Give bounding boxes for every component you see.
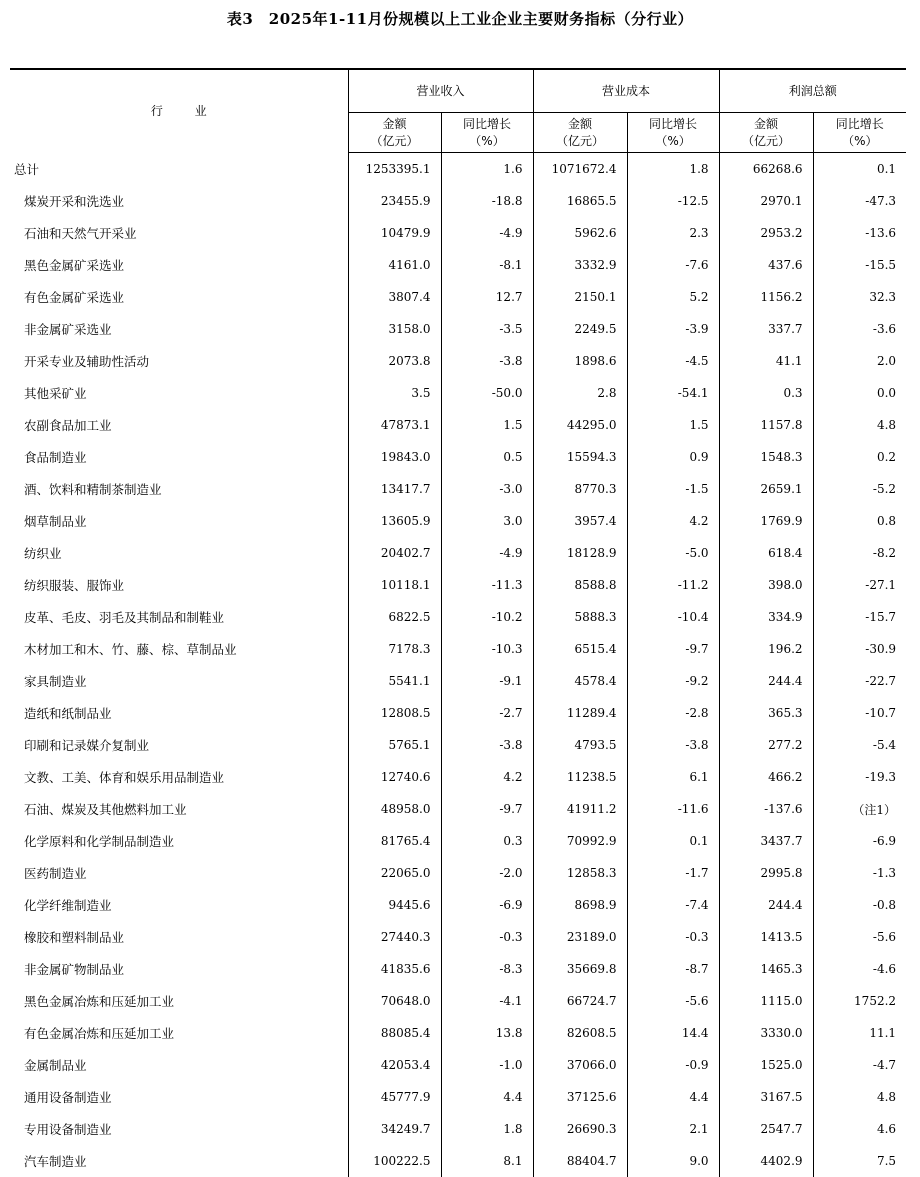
revenue-growth-cell: -4.9 — [441, 537, 533, 569]
industry-name-cell: 印刷和记录媒介复制业 — [10, 729, 348, 761]
profit-growth-cell: 0.2 — [813, 441, 906, 473]
cost-amount-cell: 35669.8 — [533, 953, 627, 985]
profit-amount-cell: 365.3 — [719, 697, 813, 729]
table-row — [10, 153, 906, 186]
industry-name-cell: 通用设备制造业 — [10, 1081, 348, 1113]
profit-amount-cell: 466.2 — [719, 761, 813, 793]
cost-growth-cell: -0.3 — [627, 921, 719, 953]
cost-growth-cell: 9.0 — [627, 1145, 719, 1177]
table-row — [10, 249, 906, 281]
table-row — [10, 345, 906, 377]
revenue-amount-cell: 3158.0 — [348, 313, 441, 345]
cost-amount-cell: 37066.0 — [533, 1049, 627, 1081]
revenue-growth-cell: 1.5 — [441, 409, 533, 441]
revenue-growth-cell: -8.3 — [441, 953, 533, 985]
cost-growth-cell: 4.4 — [627, 1081, 719, 1113]
profit-amount-cell: 2995.8 — [719, 857, 813, 889]
revenue-amount-cell: 47873.1 — [348, 409, 441, 441]
industry-name-cell: 烟草制品业 — [10, 505, 348, 537]
revenue-amount-header: 金额 （亿元） — [348, 113, 441, 153]
table-row — [10, 569, 906, 601]
revenue-amount-cell: 7178.3 — [348, 633, 441, 665]
industry-name-cell: 开采专业及辅助性活动 — [10, 345, 348, 377]
profit-growth-cell: -5.4 — [813, 729, 906, 761]
profit-amount-cell: 3330.0 — [719, 1017, 813, 1049]
cost-growth-cell: 2.3 — [627, 217, 719, 249]
table-row — [10, 409, 906, 441]
revenue-growth-cell: -10.2 — [441, 601, 533, 633]
revenue-growth-header: 同比增长 （%） — [441, 113, 533, 153]
profit-amount-cell: 1769.9 — [719, 505, 813, 537]
cost-amount-cell: 8698.9 — [533, 889, 627, 921]
cost-growth-cell: 1.5 — [627, 409, 719, 441]
cost-growth-cell: -1.7 — [627, 857, 719, 889]
revenue-amount-cell: 48958.0 — [348, 793, 441, 825]
cost-amount-cell: 2150.1 — [533, 281, 627, 313]
industry-name-cell: 木材加工和木、竹、藤、棕、草制品业 — [10, 633, 348, 665]
profit-amount-cell: 244.4 — [719, 665, 813, 697]
revenue-amount-cell: 5765.1 — [348, 729, 441, 761]
industry-name-cell: 有色金属冶炼和压延加工业 — [10, 1017, 348, 1049]
profit-growth-cell: 4.8 — [813, 409, 906, 441]
table-row — [10, 825, 906, 857]
revenue-growth-cell: 1.8 — [441, 1113, 533, 1145]
cost-growth-cell: -7.4 — [627, 889, 719, 921]
industry-name-cell: 总计 — [10, 153, 348, 186]
cost-amount-cell: 12858.3 — [533, 857, 627, 889]
profit-amount-cell: 277.2 — [719, 729, 813, 761]
table-row — [10, 185, 906, 217]
profit-amount-cell: 1156.2 — [719, 281, 813, 313]
profit-amount-cell: 244.4 — [719, 889, 813, 921]
cost-amount-cell: 16865.5 — [533, 185, 627, 217]
profit-amount-cell: 2970.1 — [719, 185, 813, 217]
table-row — [10, 761, 906, 793]
table-row — [10, 889, 906, 921]
cost-growth-cell: -7.6 — [627, 249, 719, 281]
profit-amount-cell: -137.6 — [719, 793, 813, 825]
revenue-growth-cell: 3.0 — [441, 505, 533, 537]
table-row — [10, 1017, 906, 1049]
profit-growth-cell: 2.0 — [813, 345, 906, 377]
revenue-growth-cell: -9.1 — [441, 665, 533, 697]
revenue-amount-cell: 10479.9 — [348, 217, 441, 249]
cost-amount-cell: 66724.7 — [533, 985, 627, 1017]
profit-growth-cell: 32.3 — [813, 281, 906, 313]
cost-growth-cell: 0.1 — [627, 825, 719, 857]
cost-growth-cell: -4.5 — [627, 345, 719, 377]
table-row — [10, 697, 906, 729]
table-row — [10, 441, 906, 473]
industry-name-cell: 家具制造业 — [10, 665, 348, 697]
revenue-growth-cell: -3.8 — [441, 729, 533, 761]
cost-amount-cell: 8770.3 — [533, 473, 627, 505]
revenue-growth-cell: -50.0 — [441, 377, 533, 409]
cost-growth-cell: -3.9 — [627, 313, 719, 345]
cost-growth-cell: -11.6 — [627, 793, 719, 825]
cost-amount-cell: 41911.2 — [533, 793, 627, 825]
table-body — [10, 153, 906, 1177]
cost-growth-cell: -3.8 — [627, 729, 719, 761]
industry-name-cell: 化学纤维制造业 — [10, 889, 348, 921]
industry-name-cell: 皮革、毛皮、羽毛及其制品和制鞋业 — [10, 601, 348, 633]
revenue-amount-cell: 3807.4 — [348, 281, 441, 313]
revenue-growth-cell: -3.5 — [441, 313, 533, 345]
table-row — [10, 1145, 906, 1177]
page-title: 表3 2025年1-11月份规模以上工业企业主要财务指标（分行业） — [0, 8, 920, 29]
industry-name-cell: 文教、工美、体育和娱乐用品制造业 — [10, 761, 348, 793]
revenue-growth-cell: -3.0 — [441, 473, 533, 505]
table-row — [10, 1049, 906, 1081]
industry-name-cell: 其他采矿业 — [10, 377, 348, 409]
cost-amount-cell: 18128.9 — [533, 537, 627, 569]
revenue-amount-cell: 5541.1 — [348, 665, 441, 697]
table-row — [10, 505, 906, 537]
cost-growth-cell: -10.4 — [627, 601, 719, 633]
profit-growth-cell: -30.9 — [813, 633, 906, 665]
profit-growth-cell: -4.6 — [813, 953, 906, 985]
industry-name-cell: 酒、饮料和精制茶制造业 — [10, 473, 348, 505]
revenue-amount-cell: 70648.0 — [348, 985, 441, 1017]
revenue-amount-cell: 27440.3 — [348, 921, 441, 953]
revenue-amount-cell: 4161.0 — [348, 249, 441, 281]
cost-amount-cell: 26690.3 — [533, 1113, 627, 1145]
table-row — [10, 537, 906, 569]
profit-amount-cell: 4402.9 — [719, 1145, 813, 1177]
cost-amount-cell: 5962.6 — [533, 217, 627, 249]
cost-amount-cell: 4793.5 — [533, 729, 627, 761]
industry-name-cell: 纺织业 — [10, 537, 348, 569]
table-row — [10, 857, 906, 889]
revenue-amount-cell: 13417.7 — [348, 473, 441, 505]
revenue-growth-cell: -4.1 — [441, 985, 533, 1017]
profit-growth-cell: -27.1 — [813, 569, 906, 601]
cost-growth-cell: -12.5 — [627, 185, 719, 217]
industry-name-cell: 非金属矿物制品业 — [10, 953, 348, 985]
cost-growth-cell: -5.0 — [627, 537, 719, 569]
revenue-amount-cell: 19843.0 — [348, 441, 441, 473]
profit-amount-header: 金额 （亿元） — [719, 113, 813, 153]
revenue-growth-cell: 4.4 — [441, 1081, 533, 1113]
cost-amount-cell: 2249.5 — [533, 313, 627, 345]
profit-growth-cell: 1752.2 — [813, 985, 906, 1017]
revenue-growth-cell: -3.8 — [441, 345, 533, 377]
cost-growth-cell: -0.9 — [627, 1049, 719, 1081]
industry-name-cell: 非金属矿采选业 — [10, 313, 348, 345]
table-row — [10, 985, 906, 1017]
table-row — [10, 473, 906, 505]
profit-amount-cell: 0.3 — [719, 377, 813, 409]
revenue-growth-cell: -2.7 — [441, 697, 533, 729]
industry-name-cell: 煤炭开采和洗选业 — [10, 185, 348, 217]
profit-growth-cell: -10.7 — [813, 697, 906, 729]
cost-amount-cell: 44295.0 — [533, 409, 627, 441]
revenue-growth-cell: 0.3 — [441, 825, 533, 857]
cost-amount-cell: 82608.5 — [533, 1017, 627, 1049]
financial-indicators-table — [10, 68, 906, 1177]
profit-growth-cell: 4.8 — [813, 1081, 906, 1113]
industry-name-cell: 金属制品业 — [10, 1049, 348, 1081]
cost-amount-cell: 3957.4 — [533, 505, 627, 537]
cost-growth-cell: 2.1 — [627, 1113, 719, 1145]
profit-amount-cell: 3167.5 — [719, 1081, 813, 1113]
cost-growth-cell: -1.5 — [627, 473, 719, 505]
profit-amount-cell: 1115.0 — [719, 985, 813, 1017]
industry-name-cell: 石油和天然气开采业 — [10, 217, 348, 249]
revenue-growth-cell: -9.7 — [441, 793, 533, 825]
revenue-amount-cell: 13605.9 — [348, 505, 441, 537]
cost-amount-cell: 1898.6 — [533, 345, 627, 377]
table-row — [10, 921, 906, 953]
profit-amount-cell: 1548.3 — [719, 441, 813, 473]
cost-growth-cell: 1.8 — [627, 153, 719, 186]
revenue-amount-cell: 34249.7 — [348, 1113, 441, 1145]
revenue-amount-cell: 10118.1 — [348, 569, 441, 601]
profit-growth-cell: -15.5 — [813, 249, 906, 281]
revenue-growth-cell: -1.0 — [441, 1049, 533, 1081]
table-row — [10, 953, 906, 985]
cost-amount-cell: 1071672.4 — [533, 153, 627, 186]
cost-amount-cell: 37125.6 — [533, 1081, 627, 1113]
revenue-growth-cell: -4.9 — [441, 217, 533, 249]
industry-name-cell: 黑色金属冶炼和压延加工业 — [10, 985, 348, 1017]
table-row — [10, 281, 906, 313]
revenue-amount-cell: 2073.8 — [348, 345, 441, 377]
profit-growth-cell: -15.7 — [813, 601, 906, 633]
table-row — [10, 1113, 906, 1145]
cost-growth-cell: -8.7 — [627, 953, 719, 985]
table-row — [10, 601, 906, 633]
profit-growth-cell: -19.3 — [813, 761, 906, 793]
profit-growth-cell: （注1） — [813, 793, 906, 825]
profit-amount-cell: 1157.8 — [719, 409, 813, 441]
revenue-amount-cell: 1253395.1 — [348, 153, 441, 186]
profit-amount-cell: 196.2 — [719, 633, 813, 665]
revenue-growth-cell: 13.8 — [441, 1017, 533, 1049]
cost-growth-header: 同比增长 （%） — [627, 113, 719, 153]
industry-name-cell: 化学原料和化学制品制造业 — [10, 825, 348, 857]
profit-growth-cell: -8.2 — [813, 537, 906, 569]
revenue-amount-cell: 100222.5 — [348, 1145, 441, 1177]
cost-amount-cell: 5888.3 — [533, 601, 627, 633]
revenue-growth-cell: -2.0 — [441, 857, 533, 889]
table-row — [10, 313, 906, 345]
profit-amount-cell: 1525.0 — [719, 1049, 813, 1081]
profit-amount-cell: 334.9 — [719, 601, 813, 633]
cost-growth-cell: -9.2 — [627, 665, 719, 697]
cost-growth-cell: -5.6 — [627, 985, 719, 1017]
profit-growth-cell: 0.8 — [813, 505, 906, 537]
revenue-growth-cell: -11.3 — [441, 569, 533, 601]
profit-amount-cell: 3437.7 — [719, 825, 813, 857]
table-row — [10, 793, 906, 825]
revenue-growth-cell: 1.6 — [441, 153, 533, 186]
revenue-amount-cell: 6822.5 — [348, 601, 441, 633]
cost-amount-cell: 2.8 — [533, 377, 627, 409]
profit-amount-cell: 2547.7 — [719, 1113, 813, 1145]
table-row — [10, 729, 906, 761]
cost-growth-cell: -11.2 — [627, 569, 719, 601]
cost-growth-cell: -9.7 — [627, 633, 719, 665]
revenue-amount-cell: 12808.5 — [348, 697, 441, 729]
profit-growth-cell: -22.7 — [813, 665, 906, 697]
cost-growth-cell: 6.1 — [627, 761, 719, 793]
profit-growth-cell: 7.5 — [813, 1145, 906, 1177]
industry-name-cell: 食品制造业 — [10, 441, 348, 473]
cost-amount-cell: 88404.7 — [533, 1145, 627, 1177]
table-row — [10, 665, 906, 697]
revenue-header: 营业收入 — [348, 69, 533, 113]
profit-growth-cell: -1.3 — [813, 857, 906, 889]
revenue-amount-cell: 41835.6 — [348, 953, 441, 985]
revenue-growth-cell: 8.1 — [441, 1145, 533, 1177]
cost-growth-cell: 5.2 — [627, 281, 719, 313]
cost-amount-header: 金额 （亿元） — [533, 113, 627, 153]
profit-growth-cell: -6.9 — [813, 825, 906, 857]
revenue-amount-cell: 45777.9 — [348, 1081, 441, 1113]
revenue-amount-cell: 42053.4 — [348, 1049, 441, 1081]
revenue-growth-cell: -18.8 — [441, 185, 533, 217]
profit-growth-cell: 4.6 — [813, 1113, 906, 1145]
revenue-growth-cell: 0.5 — [441, 441, 533, 473]
cost-amount-cell: 11289.4 — [533, 697, 627, 729]
profit-amount-cell: 618.4 — [719, 537, 813, 569]
industry-header: 行 业 — [10, 69, 348, 153]
profit-growth-cell: 11.1 — [813, 1017, 906, 1049]
revenue-amount-cell: 88085.4 — [348, 1017, 441, 1049]
table-row — [10, 633, 906, 665]
revenue-growth-cell: -8.1 — [441, 249, 533, 281]
cost-growth-cell: 0.9 — [627, 441, 719, 473]
cost-growth-cell: 4.2 — [627, 505, 719, 537]
revenue-growth-cell: -6.9 — [441, 889, 533, 921]
revenue-amount-cell: 81765.4 — [348, 825, 441, 857]
profit-growth-cell: -0.8 — [813, 889, 906, 921]
industry-name-cell: 橡胶和塑料制品业 — [10, 921, 348, 953]
profit-growth-cell: -4.7 — [813, 1049, 906, 1081]
cost-amount-cell: 23189.0 — [533, 921, 627, 953]
cost-amount-cell: 15594.3 — [533, 441, 627, 473]
industry-name-cell: 医药制造业 — [10, 857, 348, 889]
cost-amount-cell: 11238.5 — [533, 761, 627, 793]
cost-amount-cell: 4578.4 — [533, 665, 627, 697]
profit-amount-cell: 2953.2 — [719, 217, 813, 249]
cost-growth-cell: -54.1 — [627, 377, 719, 409]
profit-amount-cell: 437.6 — [719, 249, 813, 281]
revenue-growth-cell: 12.7 — [441, 281, 533, 313]
profit-amount-cell: 41.1 — [719, 345, 813, 377]
revenue-amount-cell: 3.5 — [348, 377, 441, 409]
profit-amount-cell: 398.0 — [719, 569, 813, 601]
industry-name-cell: 农副食品加工业 — [10, 409, 348, 441]
industry-name-cell: 黑色金属矿采选业 — [10, 249, 348, 281]
table-row — [10, 217, 906, 249]
revenue-amount-cell: 20402.7 — [348, 537, 441, 569]
cost-amount-cell: 6515.4 — [533, 633, 627, 665]
cost-growth-cell: 14.4 — [627, 1017, 719, 1049]
industry-name-cell: 石油、煤炭及其他燃料加工业 — [10, 793, 348, 825]
industry-name-cell: 汽车制造业 — [10, 1145, 348, 1177]
industry-name-cell: 有色金属矿采选业 — [10, 281, 348, 313]
revenue-growth-cell: -0.3 — [441, 921, 533, 953]
cost-header: 营业成本 — [533, 69, 719, 113]
profit-growth-cell: -5.6 — [813, 921, 906, 953]
cost-amount-cell: 3332.9 — [533, 249, 627, 281]
table-row — [10, 1081, 906, 1113]
revenue-growth-cell: -10.3 — [441, 633, 533, 665]
profit-growth-header: 同比增长 （%） — [813, 113, 906, 153]
profit-growth-cell: 0.1 — [813, 153, 906, 186]
profit-growth-cell: -13.6 — [813, 217, 906, 249]
profit-growth-cell: -47.3 — [813, 185, 906, 217]
profit-amount-cell: 1465.3 — [719, 953, 813, 985]
revenue-amount-cell: 23455.9 — [348, 185, 441, 217]
cost-amount-cell: 70992.9 — [533, 825, 627, 857]
profit-amount-cell: 66268.6 — [719, 153, 813, 186]
profit-amount-cell: 337.7 — [719, 313, 813, 345]
table-row — [10, 377, 906, 409]
profit-growth-cell: 0.0 — [813, 377, 906, 409]
profit-amount-cell: 1413.5 — [719, 921, 813, 953]
industry-name-cell: 造纸和纸制品业 — [10, 697, 348, 729]
industry-name-cell: 纺织服装、服饰业 — [10, 569, 348, 601]
profit-header: 利润总额 — [719, 69, 906, 113]
profit-growth-cell: -5.2 — [813, 473, 906, 505]
cost-growth-cell: -2.8 — [627, 697, 719, 729]
industry-name-cell: 专用设备制造业 — [10, 1113, 348, 1145]
revenue-amount-cell: 12740.6 — [348, 761, 441, 793]
profit-amount-cell: 2659.1 — [719, 473, 813, 505]
cost-amount-cell: 8588.8 — [533, 569, 627, 601]
revenue-amount-cell: 9445.6 — [348, 889, 441, 921]
revenue-growth-cell: 4.2 — [441, 761, 533, 793]
revenue-amount-cell: 22065.0 — [348, 857, 441, 889]
profit-growth-cell: -3.6 — [813, 313, 906, 345]
